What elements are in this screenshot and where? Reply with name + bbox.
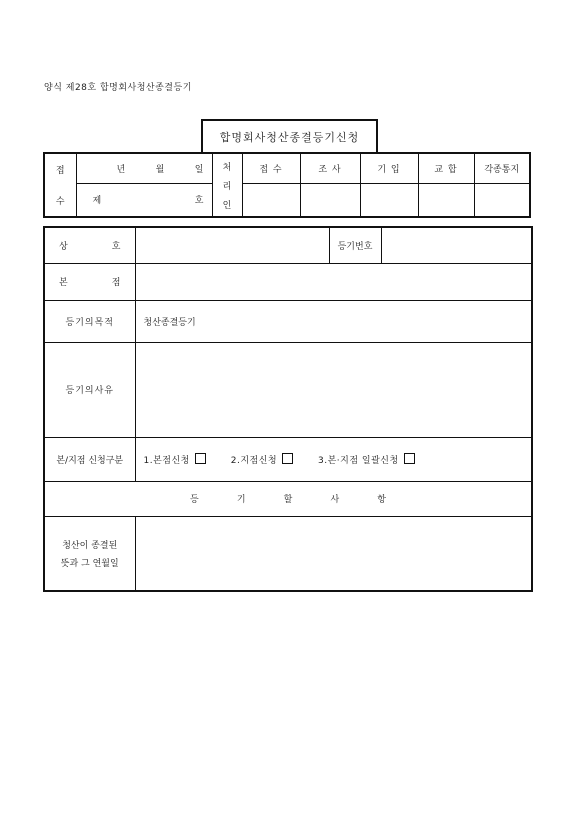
receipt-table (43, 152, 531, 218)
checkbox-batch[interactable] (404, 453, 415, 464)
checkbox-head-office[interactable] (195, 453, 206, 464)
division-options (135, 437, 532, 481)
cell-entry[interactable] (360, 183, 418, 217)
trade-name-label: 상 호 (44, 227, 135, 263)
registration-number-field[interactable] (381, 227, 532, 263)
checkbox-branch[interactable] (282, 453, 293, 464)
form-number-label: 양식 제28호 합명회사청산종결등기 (44, 83, 192, 93)
application-table (43, 226, 533, 592)
form-title: 합명회사청산종결등기신청 (201, 119, 378, 152)
purpose-value: 청산종결등기 (135, 300, 532, 342)
option-branch[interactable]: 2.지점신청 (231, 456, 293, 466)
handler-label: 처 리 인 (212, 153, 242, 217)
col-entry: 기 입 (360, 153, 418, 183)
cell-verify[interactable] (418, 183, 474, 217)
col-review: 조 사 (300, 153, 360, 183)
col-notices: 각종통지 (474, 153, 530, 183)
trade-name-field[interactable] (135, 227, 329, 263)
cell-notices[interactable] (474, 183, 530, 217)
receipt-label: 접 수 (44, 153, 76, 217)
reason-label: 등기의사유 (44, 342, 135, 437)
matters-header: 등 기 할 사 항 (44, 481, 532, 516)
cell-receipt[interactable] (242, 183, 300, 217)
head-office-label: 본 점 (44, 263, 135, 300)
division-label: 본/지점 신청구분 (44, 437, 135, 481)
purpose-label: 등기의목적 (44, 300, 135, 342)
head-office-field[interactable] (135, 263, 532, 300)
reason-field[interactable] (135, 342, 532, 437)
completion-field[interactable] (135, 516, 532, 591)
cell-review[interactable] (300, 183, 360, 217)
col-receipt: 접 수 (242, 153, 300, 183)
col-verify: 교 합 (418, 153, 474, 183)
option-head-office[interactable]: 1.본점신청 (144, 456, 206, 466)
completion-label: 청산이 종결된 뜻과 그 연월일 (44, 516, 135, 591)
receipt-number-field[interactable]: 제 호 (76, 183, 212, 217)
registration-number-label: 등기번호 (329, 227, 381, 263)
option-batch[interactable]: 3.본·지점 일괄신청 (318, 456, 415, 466)
receipt-date-field[interactable]: 년 월 일 (76, 153, 212, 183)
